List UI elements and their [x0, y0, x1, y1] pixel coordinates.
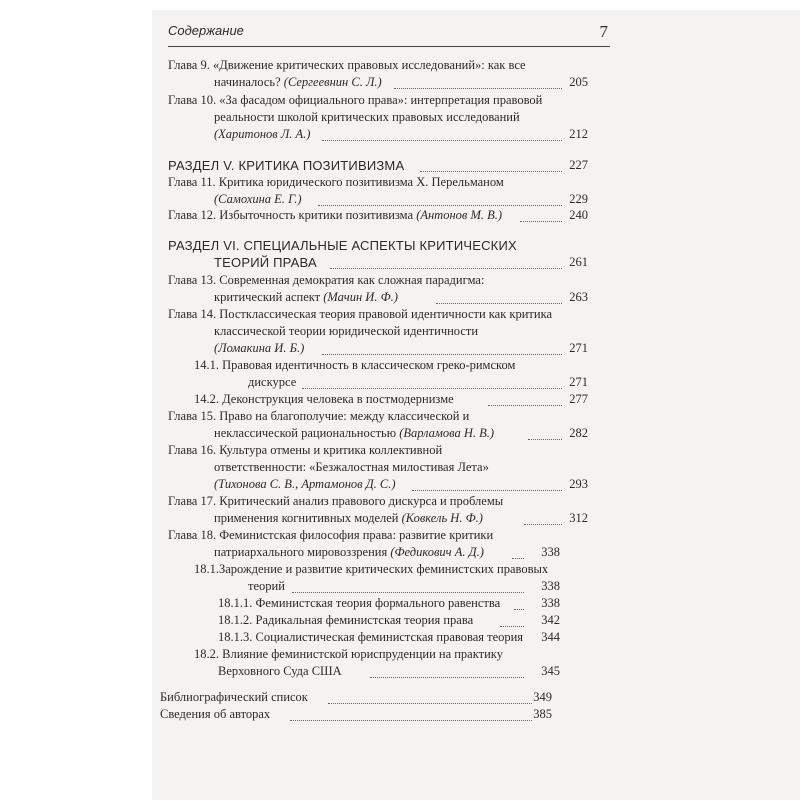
entry-line: 18.2. Влияние феминистской юриспруденции на практику — [194, 647, 503, 661]
page-ref: 312 — [569, 511, 588, 525]
entry-author: (Самохина Е. Г.) — [214, 192, 302, 206]
dot-leader — [330, 268, 562, 269]
entry-line: реальности школой критических правовых исследований — [214, 110, 520, 124]
section-title: ТЕОРИЙ ПРАВА — [214, 255, 317, 270]
entry-line: классической теории юридической идентичности — [214, 324, 479, 338]
page-ref: 212 — [569, 127, 588, 141]
page-ref: 282 — [569, 426, 588, 440]
entry-line: патриархального мировоззрения (Федикович А. Д.) — [214, 545, 484, 559]
entry-line: Верховного Суда США — [218, 664, 342, 678]
entry-line: Глава 13. Современная демократия как сложная парадигма: — [168, 273, 485, 287]
dot-leader — [302, 388, 562, 389]
page-number: 7 — [599, 22, 608, 41]
page-ref: 227 — [569, 158, 588, 172]
page-ref: 261 — [569, 255, 588, 269]
entry-line: Глава 17. Критический анализ правового дискурса и проблемы — [168, 494, 504, 508]
entry-author: (Тихонова С. В., Артамонов Д. С.) — [214, 477, 396, 491]
dot-leader — [322, 140, 562, 141]
entry-line: Глава 11. Критика юридического позитивизма Х. Перельманом — [168, 175, 504, 189]
page-ref: 345 — [541, 664, 560, 678]
section-title: РАЗДЕЛ VI. СПЕЦИАЛЬНЫЕ АСПЕКТЫ КРИТИЧЕСКИХ — [168, 238, 517, 253]
entry-line: Глава 10. «За фасадом официального права»: интерпретация правовой — [168, 93, 543, 107]
page-ref: 338 — [541, 545, 560, 559]
page-ref: 263 — [569, 290, 588, 304]
entry-line: 14.2. Деконструкция человека в постмодернизме — [194, 392, 454, 406]
page-ref: 338 — [541, 596, 560, 610]
entry-line: ответственности: «Безжалостная милостивая Лета» — [214, 460, 489, 474]
entry-author: (Ломакина И. Б.) — [214, 341, 305, 355]
page-ref: 385 — [533, 707, 552, 721]
dot-leader — [290, 720, 532, 721]
dot-leader — [322, 354, 562, 355]
page-ref: 205 — [569, 75, 588, 89]
entry-line: Глава 14. Постклассическая теория правовой идентичности как критика — [168, 307, 553, 321]
dot-leader — [412, 490, 562, 491]
entry-line: Глава 15. Право на благополучие: между классической и — [168, 409, 470, 423]
page-ref: 349 — [533, 690, 552, 704]
entry-line: теорий — [248, 579, 285, 593]
entry-line: Глава 12. Избыточность критики позитивизма (Антонов М. В.) — [168, 208, 503, 222]
entry-line: Сведения об авторах — [160, 707, 271, 721]
entry-line: начиналось? (Сергеевнин С. Л.) — [214, 75, 382, 89]
page-ref: 277 — [569, 392, 588, 406]
entry-author: (Харитонов Л. А.) — [214, 127, 311, 141]
page-ref: 293 — [569, 477, 588, 491]
entry-line: 14.1. Правовая идентичность в классическом греко-римском — [194, 358, 516, 372]
entry-line: 18.1.3. Социалистическая феминистская правовая теория — [218, 630, 524, 644]
entry-line: Глава 9. «Движение критических правовых исследований»: как все — [168, 58, 526, 72]
entry-line: Глава 18. Феминистская философия права: развитие критики — [168, 528, 494, 542]
entry-line: Глава 16. Культура отмены и критика коллективной — [168, 443, 443, 457]
page-ref: 338 — [541, 579, 560, 593]
entry-line: 18.1.1. Феминистская теория формального равенства — [218, 596, 501, 610]
entry-line: Библиографический список — [160, 690, 308, 704]
entry-line: критический аспект (Мачин И. Ф.) — [214, 290, 398, 304]
dot-leader — [394, 88, 562, 89]
dot-leader — [318, 205, 562, 206]
dot-leader — [328, 703, 532, 704]
running-header — [168, 22, 610, 47]
entry-line: дискурсе — [248, 375, 297, 389]
entry-line: 18.1.2. Радикальная феминистская теория права — [218, 613, 474, 627]
dot-leader — [436, 303, 562, 304]
page-ref: 229 — [569, 192, 588, 206]
entry-line: применения когнитивных моделей (Ковкель Н. Ф.) — [214, 511, 483, 525]
entry-line: 18.1.Зарождение и развитие критических феминистских правовых — [194, 562, 549, 576]
dot-leader — [292, 592, 524, 593]
dot-leader — [420, 171, 562, 172]
page-ref: 342 — [541, 613, 560, 627]
header-title: Содержание — [168, 23, 244, 38]
page-ref: 271 — [569, 341, 588, 355]
dot-leader — [370, 677, 524, 678]
entry-line: неклассической рациональностью (Варламова Н. В.) — [214, 426, 495, 440]
page-ref: 271 — [569, 375, 588, 389]
section-title: РАЗДЕЛ V. КРИТИКА ПОЗИТИВИЗМА — [168, 158, 405, 173]
page-ref: 240 — [569, 208, 588, 222]
page-ref: 344 — [541, 630, 560, 644]
